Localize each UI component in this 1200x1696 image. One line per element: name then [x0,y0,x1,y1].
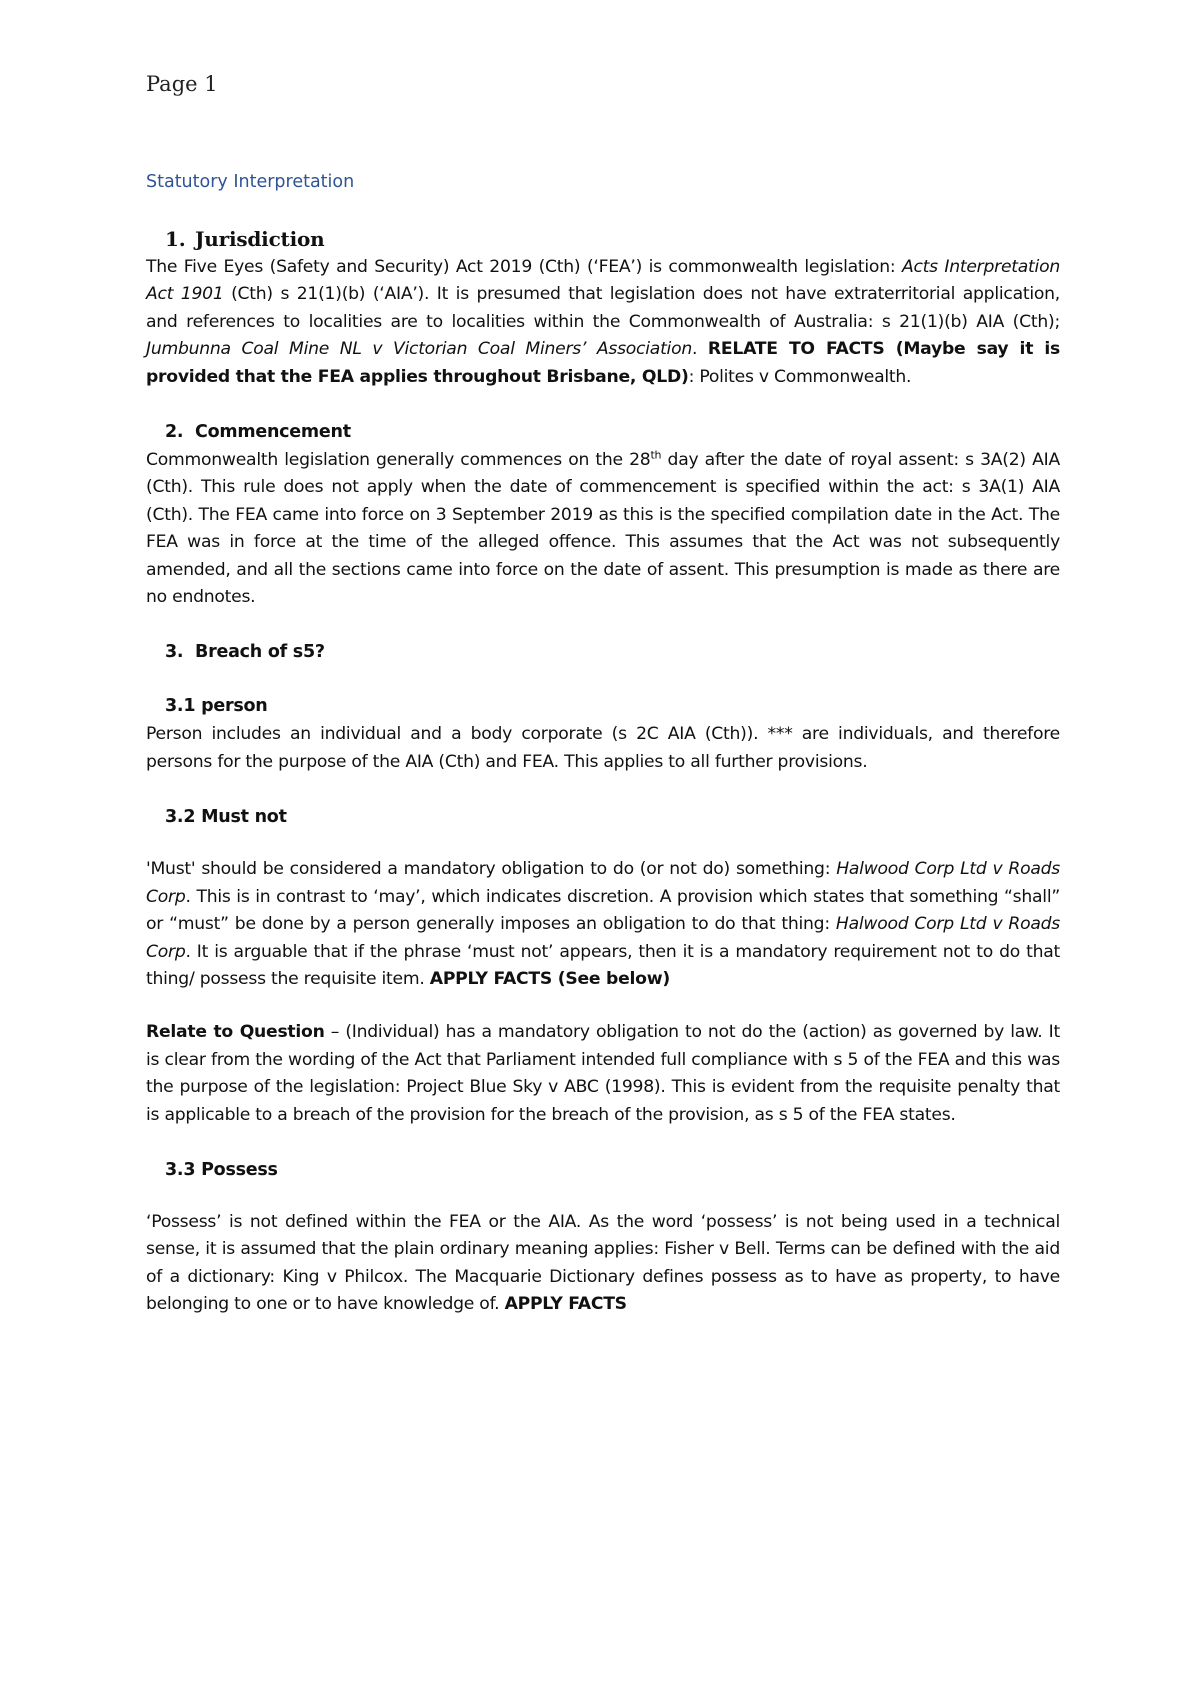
possess-paragraph [146,1209,1060,1319]
heading-text: Breach of s5? [195,642,325,663]
page-number: Page 1 [146,72,218,96]
must-not-paragraph [146,856,1060,993]
case-citation: Halwood Corp Ltd v Roads Corp [146,914,1061,962]
heading-commencement [165,417,1060,447]
ordinal-superscript: th [650,448,662,462]
text-run: 'Must' should be considered a mandatory obligation to do (or not do) something: [146,859,837,880]
text-run: – (Individual) has a mandatory obligation to not do the (action) as governed by law. It is clear from the wording of the Act that Parliament intended full compliance with s 5 of the FEA and this was the purpose of the legislation: Project Blue Sky v ABC (1998). This is evident from the requisite penalty that is applicable to a breach of the provision for the breach of the provision, as s 5 of the FEA states. [146,1022,1060,1125]
heading-breach [165,637,1060,667]
document-title: Statutory Interpretation [146,172,355,192]
heading-possess: 3.3 Possess [165,1159,278,1180]
emphasis-note: APPLY FACTS [504,1294,627,1315]
emphasis-note: Relate to Question [146,1022,325,1043]
heading-person: 3.1 person [165,696,268,717]
document-body [146,224,1060,1319]
heading-number: 3. [165,642,184,663]
heading-text: Commencement [195,422,351,443]
text-run: The Five Eyes (Safety and Security) Act 2019 (Cth) (‘FEA’) is commonwealth legislation: [146,257,902,277]
text-run: . This is in contrast to ‘may’, which indicates discretion. A provision which states that something “shall” or “must” be done by a person generally imposes an obligation to do that thing: [146,886,1060,935]
heading-number: 2. [165,422,184,443]
jurisdiction-paragraph [146,254,1060,391]
case-citation: Jumbunna Coal Mine NL v Victorian Coal Miners’ Association [146,339,692,360]
text-run: . [692,339,708,360]
heading-number: 1. [165,227,186,251]
person-paragraph [146,721,1060,776]
text-run: Person includes an individual and a body corporate (s 2C AIA (Cth)). *** are individuals, and therefore persons for the purpose of the AIA (Cth) and FEA. This applies to all further provisions. [146,724,1060,772]
heading-text: Jurisdiction [195,227,325,251]
heading-jurisdiction [165,224,1060,254]
heading-must-not: 3.2 Must not [165,807,287,828]
text-run: . It is arguable that if the phrase ‘must not’ appears, then it is a mandatory requirement not to do that thing/ possess the requisite item. [146,941,1060,989]
commencement-paragraph [146,447,1060,611]
text-run: : Polites v Commonwealth. [688,366,912,387]
emphasis-note: RELATE TO FACTS (Maybe say it is provided that the FEA applies throughout Brisbane, QLD) [146,339,1060,387]
case-citation: Halwood Corp Ltd v Roads Corp [146,859,1061,907]
text-run: day after the date of royal assent: s 3A(2) AIA (Cth). This rule does not apply when the date of commencement is specified within the act: s 3A(1) AIA (Cth). The FEA came into force on 3 September 2019 as this is the specified compilation date in the Act. The FEA was in force at the time of the alleged offence. This assumes that the Act was not subsequently amended, and all the sections came into force on the date of assent. This presumption is made as there are no endnotes. [146,450,1060,608]
text-run: (Cth) s 21(1)(b) (‘AIA’). It is presumed that legislation does not have extraterritorial application, and references to localities are to localities within the Commonwealth of Australia: s 21(1)(b) AIA (Cth); [146,284,1060,332]
relate-paragraph [146,1019,1060,1129]
text-run: ‘Possess’ is not defined within the FEA or the AIA. As the word ‘possess’ is not being used in a technical sense, it is assumed that the plain ordinary meaning applies: Fisher v Bell. Terms can be defined with the aid of a dictionary: King v Philcox. The Macquarie Dictionary defines possess as to have as property, to have belonging to one or to have knowledge of. [146,1211,1060,1315]
emphasis-note: APPLY FACTS (See below) [429,968,670,989]
text-run: Commonwealth legislation generally commences on the 28 [146,450,651,471]
case-citation: Acts Interpretation Act 1901 [146,257,1060,305]
